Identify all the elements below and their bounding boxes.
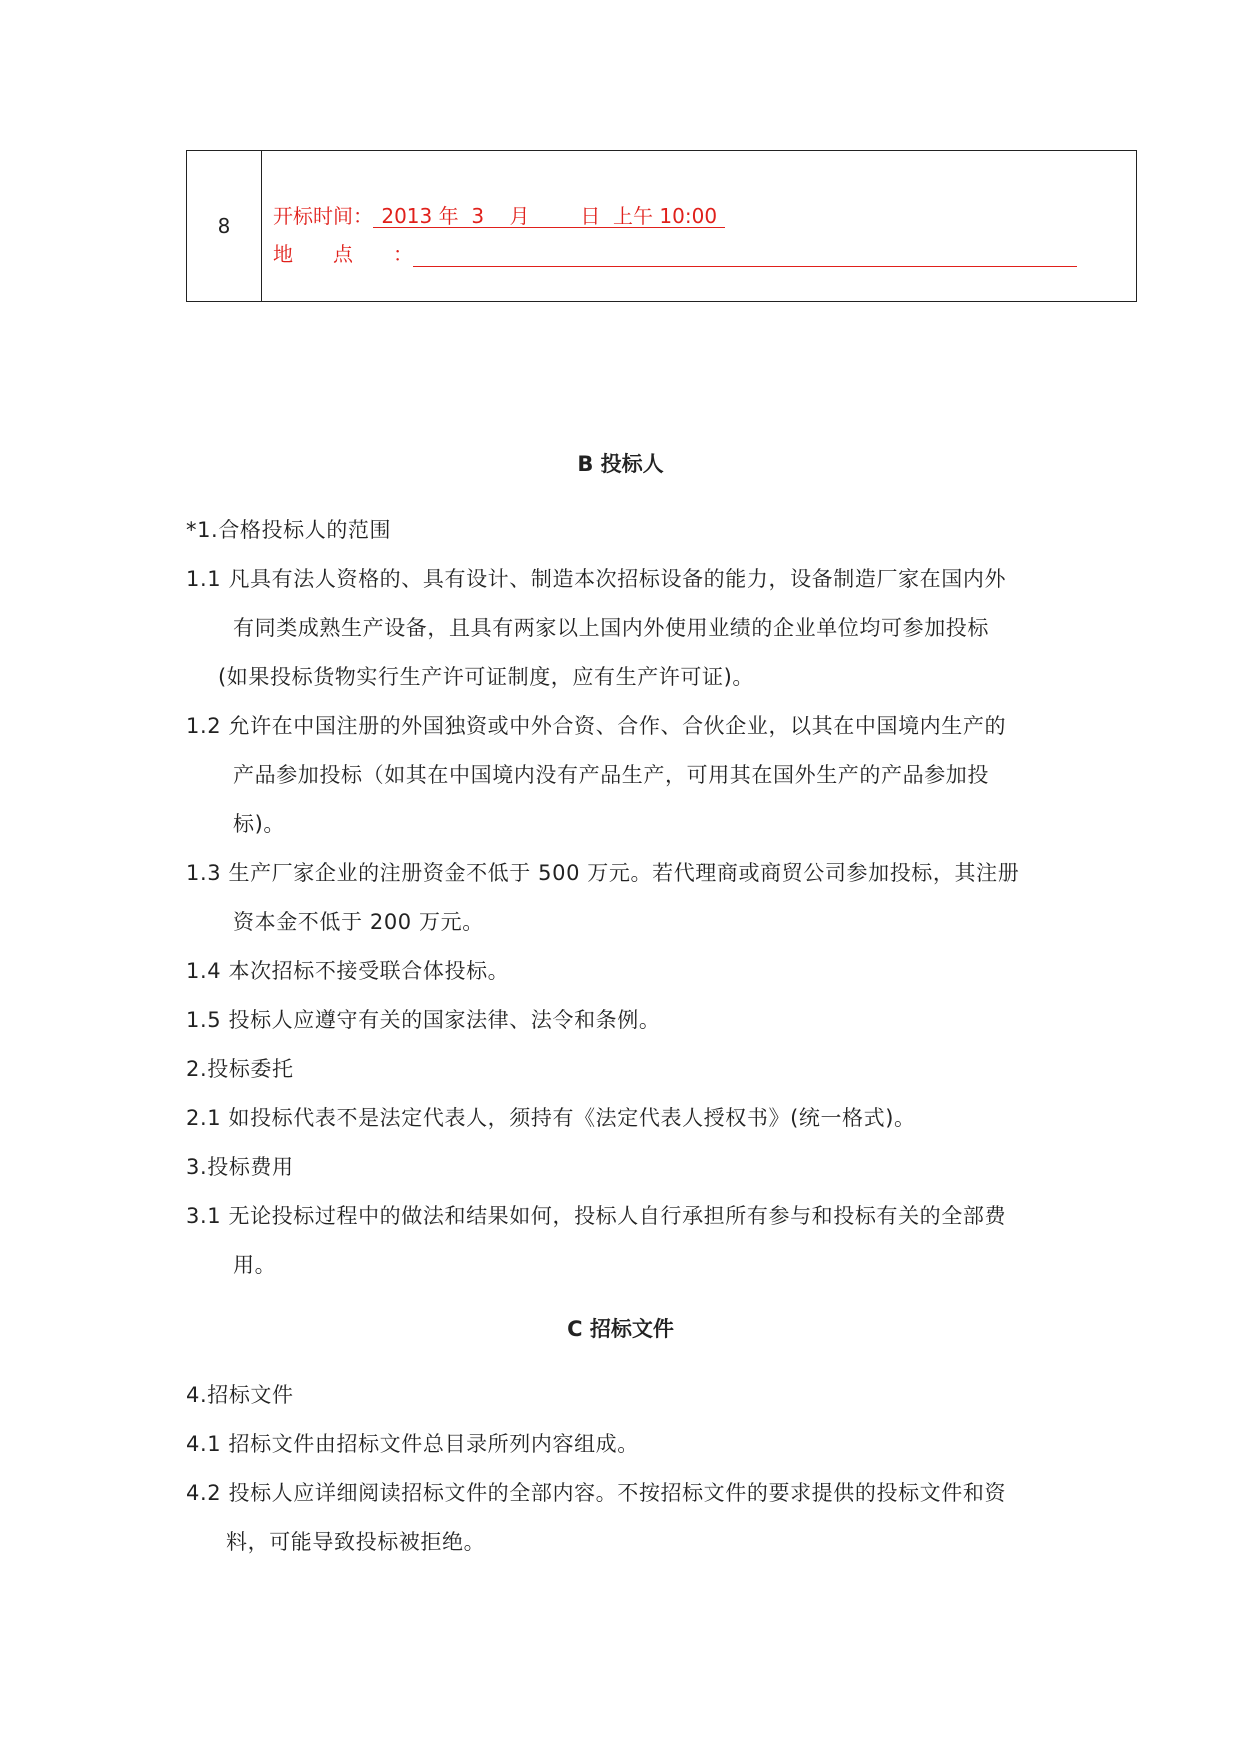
clause-1-4: 1.4 本次招标不接受联合体投标。 bbox=[186, 959, 510, 983]
clause-1-2-cont-1: 产品参加投标（如其在中国境内没有产品生产，可用其在国外生产的产品参加投 bbox=[233, 763, 989, 787]
row-number: 8 bbox=[187, 151, 262, 301]
section-c-heading: C 招标文件 bbox=[567, 1317, 674, 1341]
location-label: 地点： bbox=[273, 242, 413, 266]
opening-time-label: 开标时间： bbox=[273, 204, 373, 228]
clause-1-1-cont-1: 有同类成熟生产设备，且具有两家以上国内外使用业绩的企业单位均可参加投标 bbox=[233, 616, 989, 640]
clause-1-2: 1.2 允许在中国注册的外国独资或中外合资、合作、合伙企业，以其在中国境内生产的 bbox=[186, 714, 1007, 738]
clause-1-5: 1.5 投标人应遵守有关的国家法律、法令和条例。 bbox=[186, 1008, 661, 1032]
clause-3-title: 3.投标费用 bbox=[186, 1155, 294, 1179]
clause-1-2-cont-2: 标)。 bbox=[233, 812, 285, 836]
bid-opening-info bbox=[273, 197, 1116, 273]
clause-1-3: 1.3 生产厂家企业的注册资金不低于 500 万元。若代理商或商贸公司参加投标，其注册 bbox=[186, 861, 1020, 885]
section-b-heading: B 投标人 bbox=[577, 452, 664, 476]
clause-2-1: 2.1 如投标代表不是法定代表人，须持有《法定代表人授权书》(统一格式)。 bbox=[186, 1106, 916, 1130]
clause-1-1-cont-2: (如果投标货物实行生产许可证制度，应有生产许可证)。 bbox=[218, 665, 754, 689]
clause-4-title: 4.招标文件 bbox=[186, 1383, 294, 1407]
opening-time-value: 2013 年 3 月 日 上午 10:00 bbox=[375, 204, 724, 228]
clause-3-1: 3.1 无论投标过程中的做法和结果如何，投标人自行承担所有参与和投标有关的全部费 bbox=[186, 1204, 1007, 1228]
clause-4-2: 4.2 投标人应详细阅读招标文件的全部内容。不按招标文件的要求提供的投标文件和资 bbox=[186, 1481, 1007, 1505]
location-line bbox=[273, 235, 1116, 273]
clause-1-1: 1.1 凡具有法人资格的、具有设计、制造本次招标设备的能力，设备制造厂家在国内外 bbox=[186, 567, 1007, 591]
bid-opening-table bbox=[186, 150, 1137, 302]
clause-1-title: *1.合格投标人的范围 bbox=[186, 518, 392, 542]
clause-4-1: 4.1 招标文件由招标文件总目录所列内容组成。 bbox=[186, 1432, 639, 1456]
location-blank bbox=[413, 244, 1077, 267]
clause-2-title: 2.投标委托 bbox=[186, 1057, 294, 1081]
clause-3-1-cont: 用。 bbox=[233, 1253, 277, 1277]
clause-1-3-cont: 资本金不低于 200 万元。 bbox=[233, 910, 484, 934]
clause-4-2-cont: 料，可能导致投标被拒绝。 bbox=[226, 1530, 486, 1554]
opening-time-line bbox=[273, 197, 1116, 235]
